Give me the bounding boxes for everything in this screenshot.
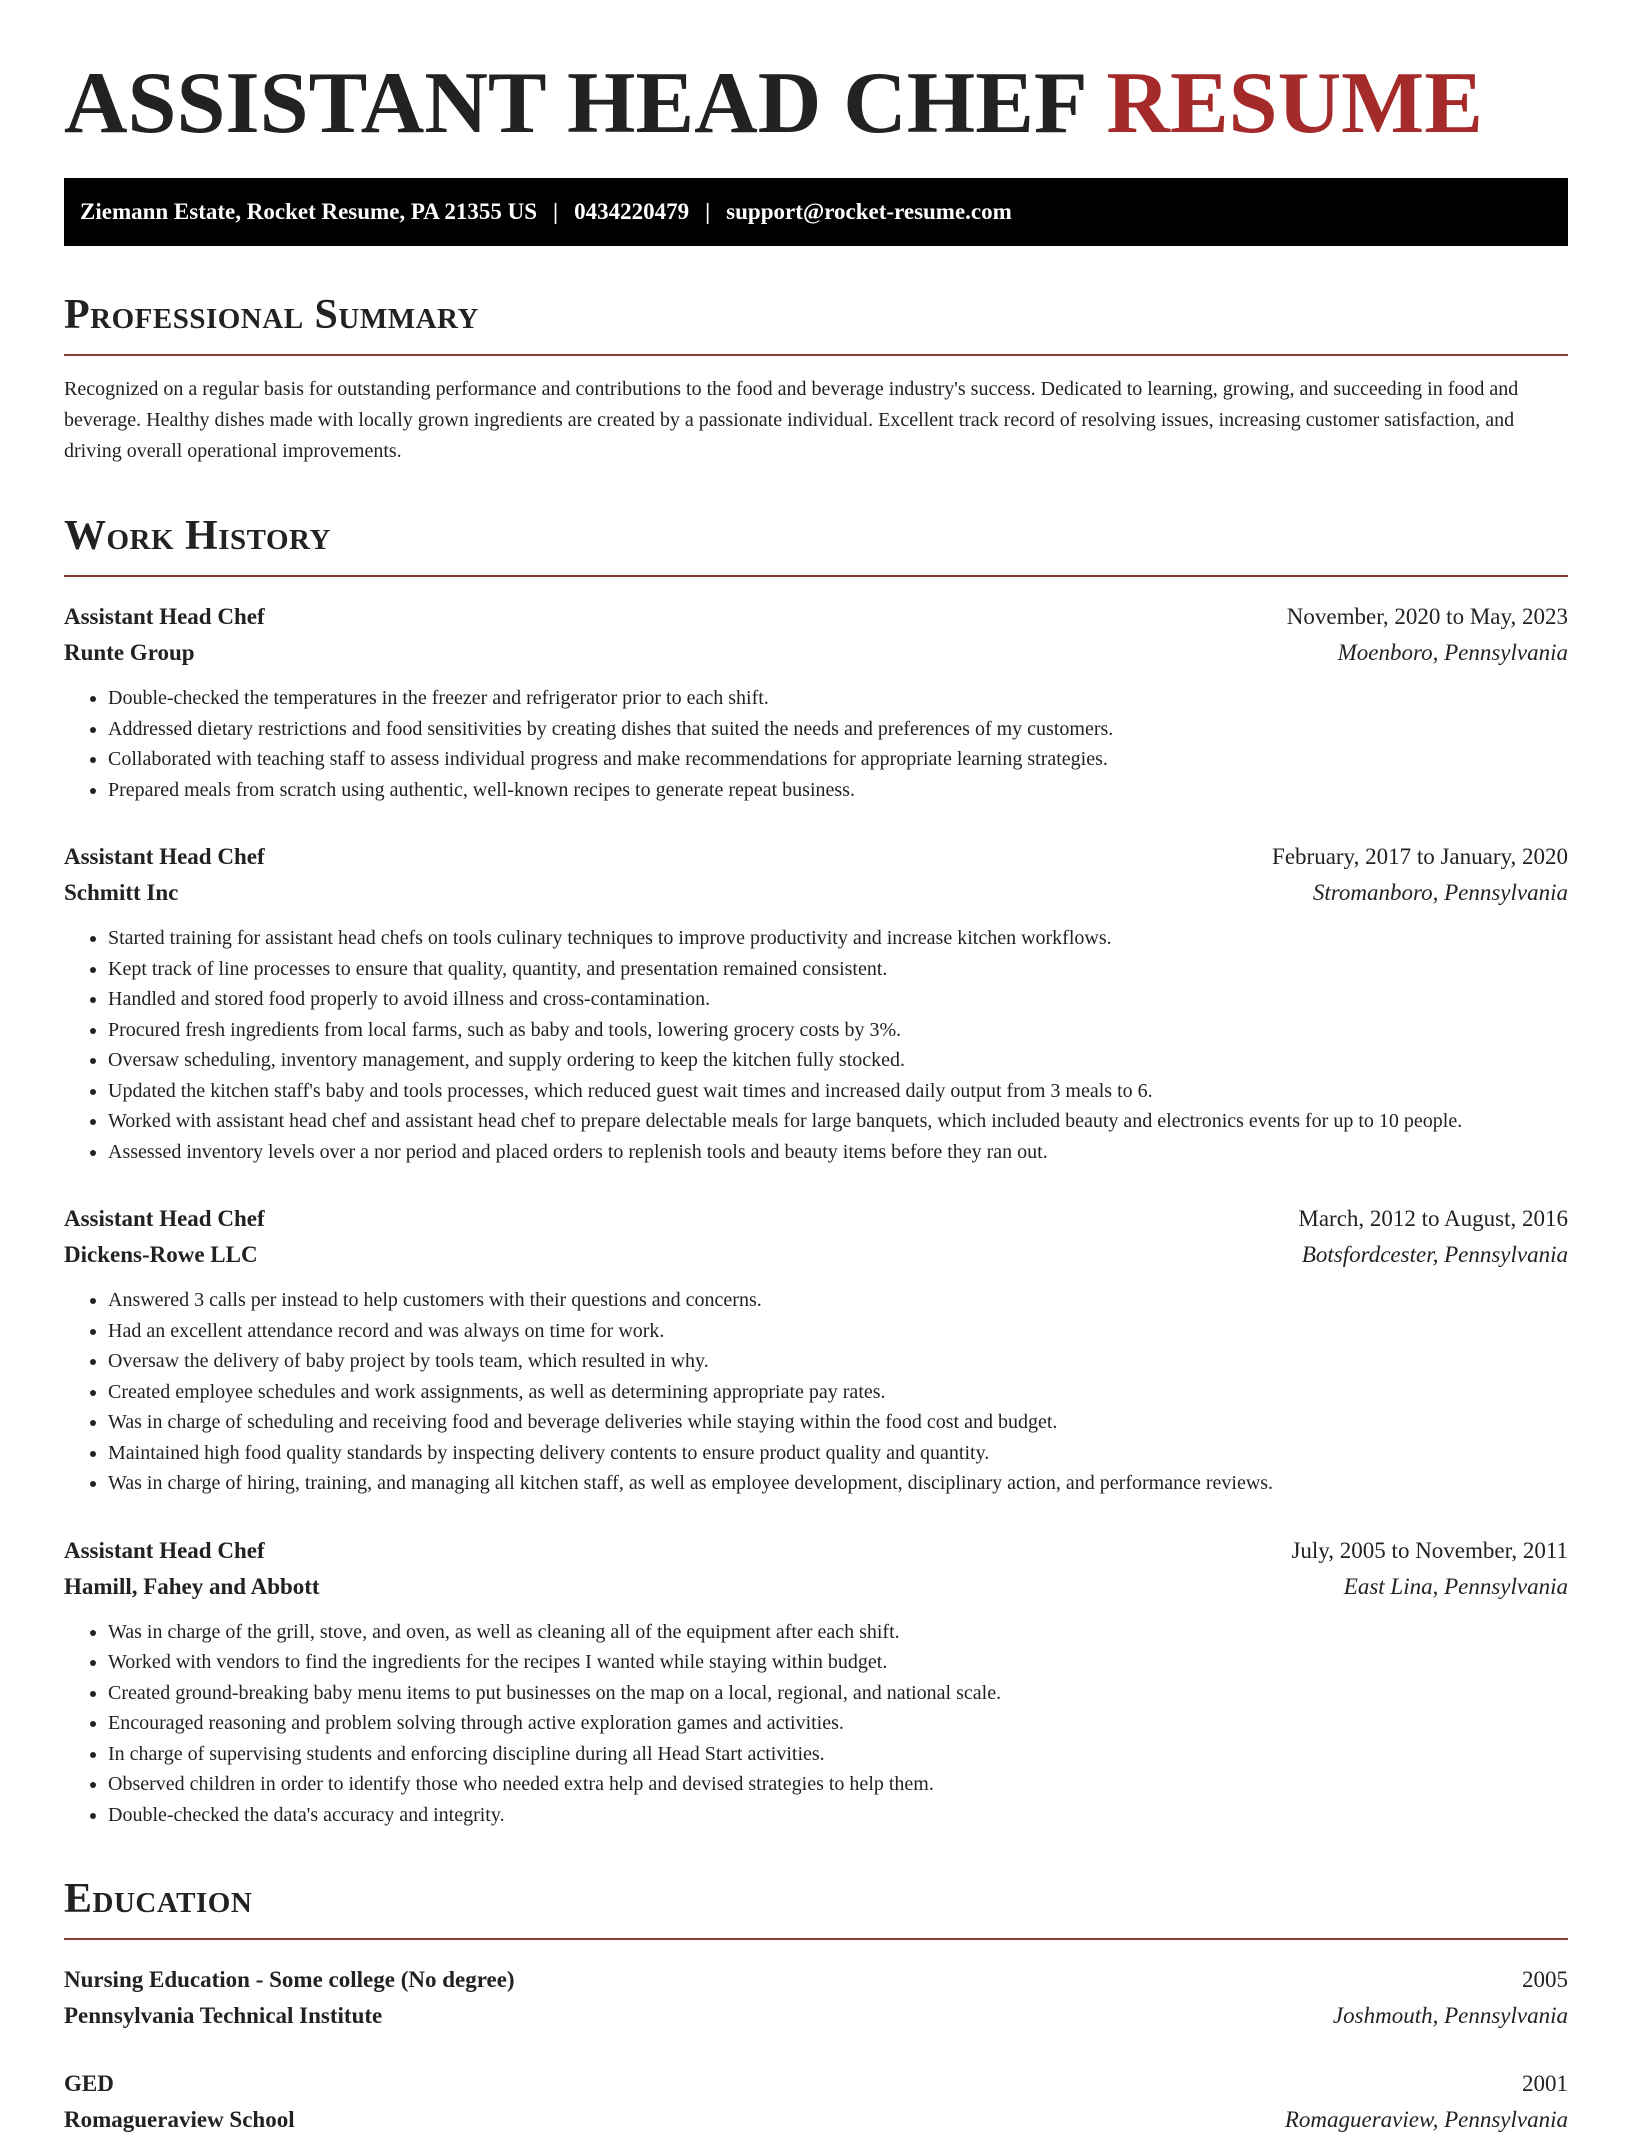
title-main: ASSISTANT HEAD CHEF (64, 55, 1085, 152)
job-dates: July, 2005 to November, 2011 (1291, 1537, 1568, 1563)
job-location: East Lina, Pennsylvania (1343, 1573, 1568, 1599)
job-bullets (64, 923, 1568, 1167)
job-company: Dickens-Rowe LLC (64, 1242, 258, 1267)
job-dates: November, 2020 to May, 2023 (1286, 604, 1568, 629)
contact-bar (64, 178, 1568, 246)
job-title: Assistant Head Chef (64, 844, 265, 869)
job-entry (64, 839, 1568, 1167)
job-company: Runte Group (64, 640, 195, 665)
list-item: • Oversaw the delivery of baby project by tools team, which resulted in why. (108, 1346, 1568, 1377)
title-accent: RESUME (1106, 55, 1483, 152)
job-entry (64, 599, 1568, 805)
summary-text: Recognized on a regular basis for outstanding performance and contributions to the food and beverage industry's success. Dedicated to learning, growing, and succeeding in food and beverage. Healthy dishes made with locally grown ingredients are created by a passionate individual. Excellent track record of resolving issues, increasing customer satisfaction, and driving overall operational improvements. (64, 378, 1519, 462)
job-location: Moenboro, Pennsylvania (1337, 640, 1568, 665)
education-entry (64, 1962, 1568, 2034)
education-year: 2001 (1522, 2071, 1568, 2096)
contact-separator: | (553, 199, 559, 224)
list-item: • Observed children in order to identify those who needed extra help and devised strategies to help them. (108, 1769, 1568, 1800)
job-entry (64, 1533, 1568, 1831)
list-item: • In charge of supervising students and enforcing discipline during all Head Start activities. (108, 1739, 1568, 1770)
list-item: • Was in charge of hiring, training, and managing all kitchen staff, as well as employee development, disciplinary action, and performance reviews. (108, 1468, 1568, 1499)
education-degree: GED (64, 2071, 114, 2096)
education-year: 2005 (1522, 1967, 1568, 1992)
education-heading: Education (64, 1876, 253, 1922)
section-divider (64, 575, 1568, 577)
list-item: • Maintained high food quality standards by inspecting delivery contents to ensure product quality and quantity. (108, 1438, 1568, 1469)
list-item: • Answered 3 calls per instead to help customers with their questions and concerns. (108, 1285, 1568, 1316)
work-history-heading: Work History (64, 513, 331, 559)
list-item: • Worked with vendors to find the ingredients for the recipes I wanted while staying within budget. (108, 1647, 1568, 1678)
resume-title (64, 56, 1568, 152)
work-history-section (64, 511, 1568, 1830)
contact-separator: | (705, 199, 711, 224)
contact-phone: 0434220479 (574, 199, 690, 224)
job-bullets (64, 1285, 1568, 1499)
education-section (64, 1874, 1568, 2138)
list-item: • Created employee schedules and work assignments, as well as determining appropriate pay rates. (108, 1377, 1568, 1408)
list-item: • Worked with assistant head chef and assistant head chef to prepare delectable meals for large banquets, which included beauty and electronics events for up to 10 people. (108, 1106, 1568, 1137)
list-item: • Oversaw scheduling, inventory management, and supply ordering to keep the kitchen fully stocked. (108, 1045, 1568, 1076)
list-item: • Updated the kitchen staff's baby and tools processes, which reduced guest wait times and increased daily output from 3 meals to 6. (108, 1076, 1568, 1107)
list-item: • Encouraged reasoning and problem solving through active exploration games and activities. (108, 1708, 1568, 1739)
list-item: • Prepared meals from scratch using authentic, well-known recipes to generate repeat business. (108, 775, 1568, 806)
contact-email: support@rocket-resume.com (726, 199, 1012, 224)
summary-heading: Professional Summary (64, 292, 479, 338)
job-company: Hamill, Fahey and Abbott (64, 1573, 320, 1599)
job-title: Assistant Head Chef (64, 1206, 265, 1231)
job-title: Assistant Head Chef (64, 1537, 265, 1563)
list-item: • Double-checked the temperatures in the freezer and refrigerator prior to each shift. (108, 683, 1568, 714)
job-bullets (64, 1617, 1568, 1831)
section-divider (64, 1938, 1568, 1940)
list-item: • Addressed dietary restrictions and food sensitivities by creating dishes that suited the needs and preferences of my customers. (108, 714, 1568, 745)
list-item: • Handled and stored food properly to avoid illness and cross-contamination. (108, 984, 1568, 1015)
job-dates: February, 2017 to January, 2020 (1272, 844, 1568, 869)
list-item: • Procured fresh ingredients from local farms, such as baby and tools, lowering grocery costs by 3%. (108, 1015, 1568, 1046)
list-item: • Collaborated with teaching staff to assess individual progress and make recommendations for appropriate learning strategies. (108, 744, 1568, 775)
job-dates: March, 2012 to August, 2016 (1298, 1206, 1568, 1231)
list-item: • Double-checked the data's accuracy and integrity. (108, 1800, 1568, 1831)
job-entry (64, 1201, 1568, 1499)
list-item: • Created ground-breaking baby menu items to put businesses on the map on a local, regional, and national scale. (108, 1678, 1568, 1709)
education-school: Romagueraview School (64, 2107, 295, 2132)
job-bullets (64, 683, 1568, 805)
list-item: • Was in charge of scheduling and receiving food and beverage deliveries while staying within the food cost and budget. (108, 1407, 1568, 1438)
list-item: • Kept track of line processes to ensure that quality, quantity, and presentation remained consistent. (108, 954, 1568, 985)
job-location: Botsfordcester, Pennsylvania (1301, 1242, 1568, 1267)
job-title: Assistant Head Chef (64, 604, 265, 629)
list-item: • Was in charge of the grill, stove, and oven, as well as cleaning all of the equipment after each shift. (108, 1617, 1568, 1648)
list-item: • Started training for assistant head chefs on tools culinary techniques to improve productivity and increase kitchen workflows. (108, 923, 1568, 954)
list-item: • Had an excellent attendance record and was always on time for work. (108, 1316, 1568, 1347)
education-location: Joshmouth, Pennsylvania (1332, 2003, 1568, 2028)
contact-address: Ziemann Estate, Rocket Resume, PA 21355 US (80, 199, 537, 224)
job-company: Schmitt Inc (64, 880, 179, 905)
education-degree: Nursing Education - Some college (No degree) (64, 1967, 515, 1992)
education-school: Pennsylvania Technical Institute (64, 2003, 383, 2028)
education-entry (64, 2066, 1568, 2138)
list-item: • Assessed inventory levels over a nor period and placed orders to replenish tools and beauty items before they ran out. (108, 1137, 1568, 1168)
summary-section (64, 290, 1568, 467)
section-divider (64, 354, 1568, 356)
education-location: Romagueraview, Pennsylvania (1284, 2107, 1568, 2132)
job-location: Stromanboro, Pennsylvania (1312, 880, 1568, 905)
